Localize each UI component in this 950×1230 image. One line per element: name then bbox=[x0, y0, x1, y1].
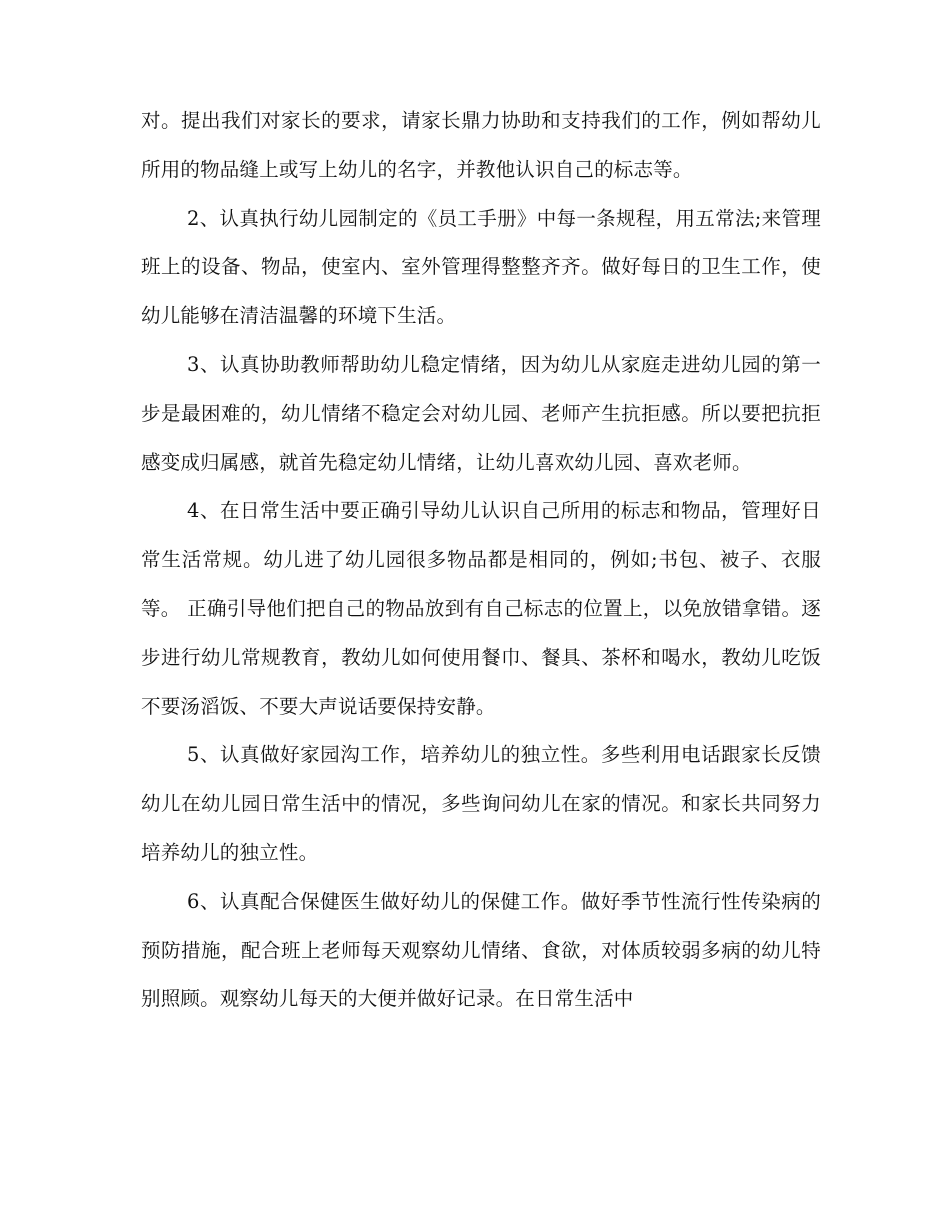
paragraph-item-4: 4、在日常生活中要正确引导幼儿认识自己所用的标志和物品，管理好日常生活常规。幼儿进了幼儿园很多物品都是相同的，例如;书包、被子、衣服等。 正确引导他们把自己的物品放到有自己标志的位置上，以免放错拿错。逐步进行幼儿常规教育，教幼儿如何使用餐巾、餐具、茶杯和喝水，教幼儿吃饭不要汤滔饭、不要大声说话要保持安静。 bbox=[141, 499, 821, 718]
document-body bbox=[141, 97, 821, 1024]
paragraph-item-2: 2、认真执行幼儿园制定的《员工手册》中每一条规程，用五常法;来管理班上的设备、物品，使室内、室外管理得整整齐齐。做好每日的卫生工作，使幼儿能够在清洁温馨的环境下生活。 bbox=[141, 206, 821, 328]
paragraph-item-3: 3、认真协助教师帮助幼儿稳定情绪，因为幼儿从家庭走进幼儿园的第一步是最困难的，幼儿情绪不稳定会对幼儿园、老师产生抗拒感。所以要把抗拒感变成归属感，就首先稳定幼儿情绪，让幼儿喜欢幼儿园、喜欢老师。 bbox=[141, 352, 821, 474]
paragraph-continued: 对。提出我们对家长的要求，请家长鼎力协助和支持我们的工作，例如帮幼儿所用的物品缝上或写上幼儿的名字，并教他认识自己的标志等。 bbox=[141, 109, 821, 181]
paragraph-item-5: 5、认真做好家园沟工作，培养幼儿的独立性。多些利用电话跟家长反馈幼儿在幼儿园日常生活中的情况，多些询问幼儿在家的情况。和家长共同努力培养幼儿的独立性。 bbox=[141, 743, 821, 864]
paragraph-item-6: 6、认真配合保健医生做好幼儿的保健工作。做好季节性流行性传染病的预防措施，配合班上老师每天观察幼儿情绪、食欲，对体质较弱多病的幼儿特别照顾。观察幼儿每天的大便并做好记录。在日常生活中 bbox=[141, 889, 821, 1011]
